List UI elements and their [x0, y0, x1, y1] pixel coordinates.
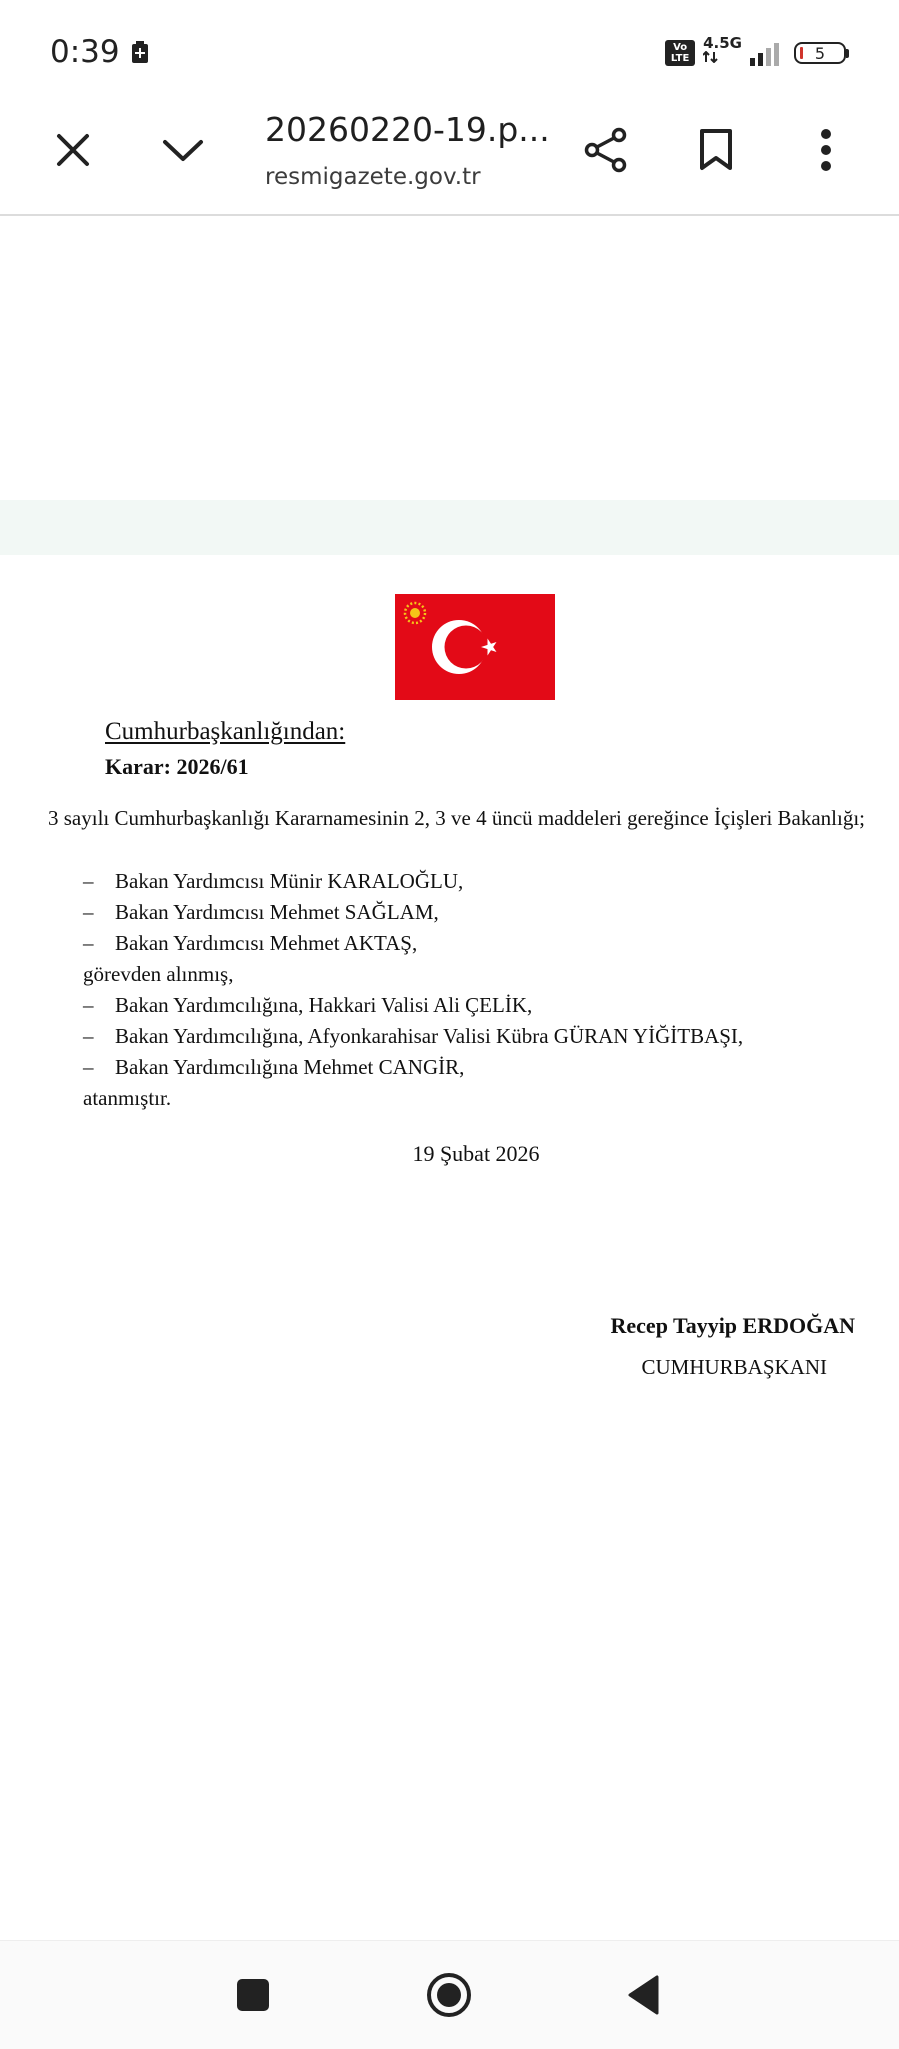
network-type: 4.5G: [703, 33, 742, 52]
more-options-button[interactable]: [796, 120, 856, 180]
decision-date: 19 Şubat 2026: [412, 1141, 540, 1166]
page-separator-band: [0, 500, 899, 555]
back-icon: [627, 1975, 661, 2015]
document-title: 20260220-19.p...: [265, 110, 550, 149]
status-indicators: [665, 33, 849, 70]
system-nav-bar: [0, 1940, 899, 2049]
dismissed-label: görevden alınmış,: [83, 962, 234, 986]
battery-saver-icon: [131, 41, 149, 63]
more-vert-icon: [820, 128, 832, 172]
battery-icon: [794, 42, 849, 64]
close-icon: [55, 132, 91, 168]
status-bar: [0, 0, 899, 106]
network-indicator: [703, 33, 742, 63]
viewer-toolbar: [0, 106, 899, 216]
pdf-page[interactable]: [0, 555, 899, 1940]
list-item: – Bakan Yardımcılığına, Hakkari Valisi Ali ÇELİK,: [83, 993, 533, 1017]
list-item: – Bakan Yardımcısı Mehmet AKTAŞ,: [83, 931, 418, 955]
signal-icon: [750, 40, 786, 66]
signer-name: Recep Tayyip ERDOĞAN: [610, 1313, 855, 1338]
list-item: – Bakan Yardımcılığına, Afyonkarahisar Valisi Kübra GÜRAN YİĞİTBAŞI,: [83, 1024, 744, 1048]
volte-icon: Vo LTE: [665, 40, 695, 66]
recents-icon: [235, 1977, 271, 2013]
share-button[interactable]: [576, 120, 636, 180]
turkish-flag-emblem: [395, 594, 555, 700]
data-arrows-icon: [703, 51, 725, 63]
status-time: 0:39: [50, 34, 120, 70]
close-button[interactable]: [43, 120, 103, 180]
signer-title: CUMHURBAŞKANI: [641, 1355, 827, 1379]
list-item: – Bakan Yardımcısı Mehmet SAĞLAM,: [83, 900, 439, 924]
bookmark-icon: [698, 128, 734, 172]
battery-level: 5: [794, 42, 846, 64]
home-icon: [425, 1971, 473, 2019]
share-icon: [582, 126, 630, 174]
chevron-down-icon: [161, 136, 205, 164]
bookmark-button[interactable]: [686, 120, 746, 180]
back-button[interactable]: [614, 1965, 674, 2025]
document-url: resmigazete.gov.tr: [265, 164, 481, 190]
list-item: – Bakan Yardımcısı Münir KARALOĞLU,: [83, 869, 464, 893]
decision-number: Karar: 2026/61: [105, 754, 249, 779]
home-button[interactable]: [419, 1965, 479, 2025]
appointed-label: atanmıştır.: [83, 1086, 172, 1110]
recents-button[interactable]: [223, 1965, 283, 2025]
list-item: – Bakan Yardımcılığına Mehmet CANGİR,: [83, 1055, 465, 1079]
minimize-button[interactable]: [153, 120, 213, 180]
decision-intro: 3 sayılı Cumhurbaşkanlığı Kararnamesinin 2, 3 ve 4 üncü maddeleri gereğince İçişleri Bakanlığı;: [48, 806, 866, 830]
issuer-heading: Cumhurbaşkanlığından:: [105, 718, 346, 745]
decision-list: [83, 866, 743, 1114]
